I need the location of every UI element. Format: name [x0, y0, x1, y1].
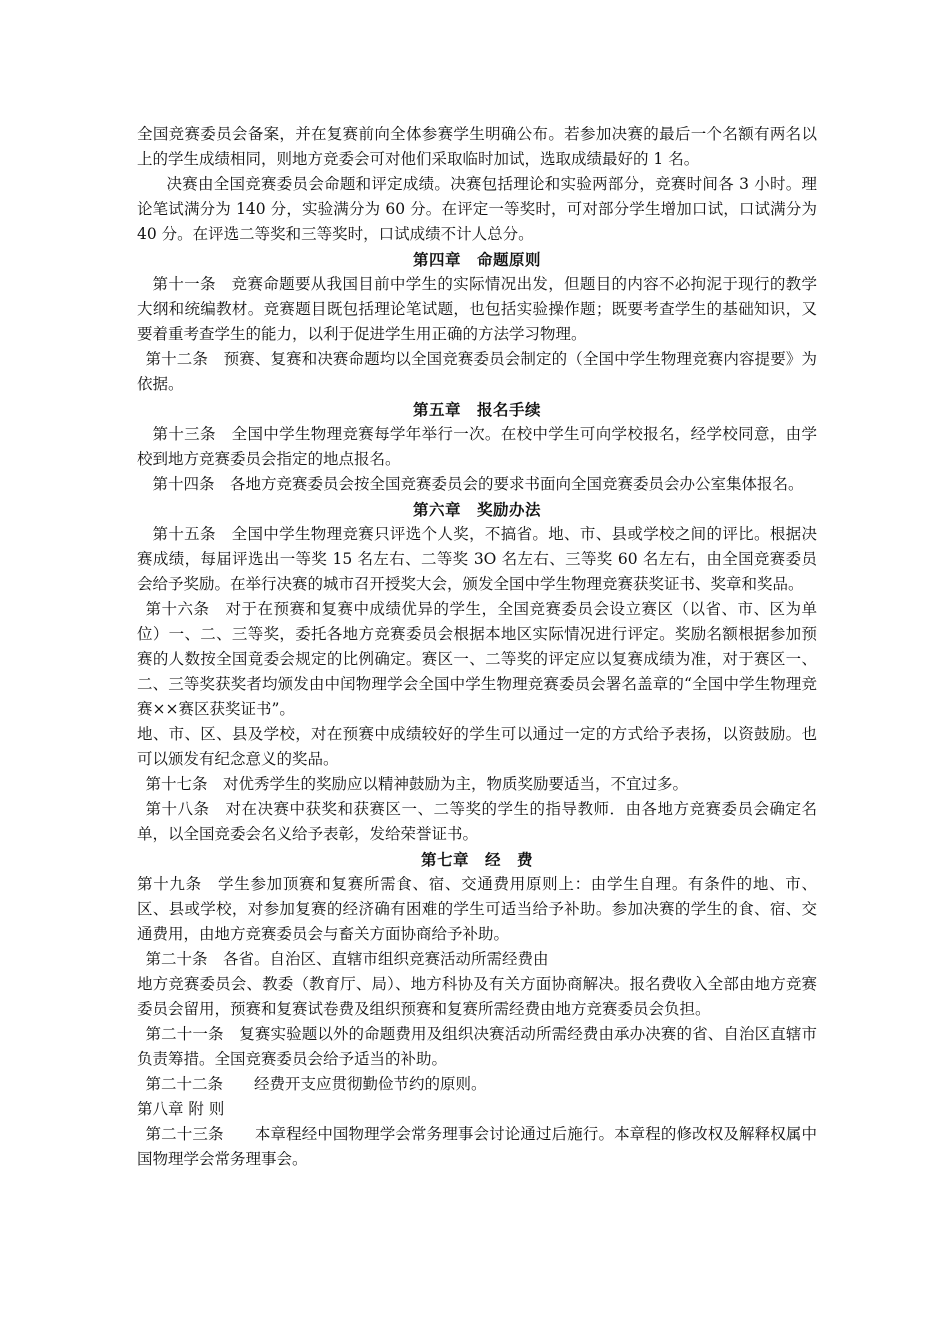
- chapter-heading-5: 第五章 报名手续: [412, 400, 541, 419]
- chapter-heading-4: 第四章 命题原则: [412, 250, 541, 269]
- paragraph-article-18: 第十八条 对在决赛中获奖和获赛区一、二等奖的学生的指导教师．由各地方竞赛委员会确定名单，以全国竞委会名义给予表彰，发给荣誉证书。: [137, 800, 817, 843]
- paragraph-article-13: 第十三条 全国中学生物理竞赛每学年举行一次。在校中学生可向学校报名，经学校同意，由学校到地方竞赛委员会指定的地点报名。: [137, 425, 817, 468]
- paragraph-article-11: 第十一条 竞赛命题要从我国目前中学生的实际情况出发，但题目的内容不必拘泥于现行的教学大纲和统编教材。竞赛题目既包括理论笔试题，也包括实验操作题；既要考查学生的基础知识，又要着重考查学生的能力，以利于促进学生用正确的方法学习物理。: [137, 275, 817, 343]
- chapter-heading-6: 第六章 奖励办法: [412, 500, 541, 519]
- paragraph-article-23: 第二十三条 本章程经中国物理学会常务理事会讨论通过后施行。本章程的修改权及解释权属中国物理学会常务理事会。: [137, 1125, 817, 1168]
- paragraph-article-20: 第二十条 各省。自治区、直辖市组织竞赛活动所需经费由: [145, 950, 549, 968]
- chapter-heading-7: 第七章 经 费: [420, 850, 533, 869]
- paragraph-article-22: 第二十二条 经费开支应贯彻勤俭节约的原则。: [145, 1075, 487, 1093]
- paragraph-article-14: 第十四条 各地方竞赛委员会按全国竞赛委员会的要求书面向全国竞赛委员会办公室集体报名。: [152, 475, 804, 493]
- document-body: [137, 122, 817, 1172]
- paragraph-article-17: 第十七条 对优秀学生的奖励应以精神鼓励为主，物质奖励要适当，不宜过多。: [145, 775, 689, 793]
- paragraph-article-20-cont: 地方竞赛委员会、教委（教育厅、局）、地方科协及有关方面协商解决。报名费收入全部由地方竞赛委员会留用，预赛和复赛试卷费及组织预赛和复赛所需经费由地方竞赛委员会负担。: [137, 975, 817, 1018]
- paragraph-local-awards: 地、市、区、县及学校，对在预赛中成绩较好的学生可以通过一定的方式给予表扬，以资鼓励。也可以颁发有纪念意义的奖品。: [137, 725, 817, 768]
- paragraph-article-16: 第十六条 对于在预赛和复赛中成绩优异的学生，全国竞赛委员会设立赛区（以省、市、区为单位）一、二、三等奖，委托各地方竞赛委员会根据本地区实际情况进行评定。奖励名额根据参加预赛的人数按全国竟委会规定的比例确定。赛区一、二等奖的评定应以复赛成绩为准，对于赛区一、二、三等奖获奖者均颁发由中闰物理学会全国中学生物理竞赛委员会署名盖章的“全国中学生物理竞赛××赛区获奖证书”。: [137, 600, 817, 718]
- paragraph-p2: 决赛由全国竞赛委员会命题和评定成绩。决赛包括理论和实验两部分，竞赛时间各 3 小时。理论笔试满分为 140 分，实验满分为 60 分。在评定一等奖时，可对部分学生增加口试，口试满分为 40 分。在评选二等奖和三等奖时，口试成绩不计人总分。: [137, 175, 817, 243]
- paragraph-p1: 全国竞赛委员会备案，并在复赛前向全体参赛学生明确公布。若参加决赛的最后一个名额有两名以上的学生成绩相同，则地方竞委会可对他们采取临时加试，选取成绩最好的 1 名。: [137, 125, 817, 168]
- paragraph-article-19: 第十九条 学生参加顶赛和复赛所需食、宿、交通费用原则上：由学生自理。有条件的地、市、区、县或学校，对参加复赛的经济确有困难的学生可适当给予补助。参加决赛的学生的食、宿、交通费用，由地方竞赛委员会与畜关方面协商给予补助。: [137, 875, 817, 943]
- paragraph-article-15: 第十五条 全国中学生物理竞赛只评选个人奖，不搞省。地、市、县或学校之间的评比。根据决赛成绩，每届评选出一等奖 15 名左右、二等奖 3O 名左右、三等奖 60 名左右，由全国竞赛委员会给予奖励。在举行决赛的城市召开授奖大会，颁发全国中学生物理竞赛获奖证书、奖章和奖品。: [137, 525, 817, 593]
- chapter-heading-8: 第八章 附 则: [137, 1100, 225, 1118]
- paragraph-article-12: 第十二条 预赛、复赛和决赛命题均以全国竞赛委员会制定的（全国中学生物理竞赛内容提要》为依据。: [137, 350, 817, 393]
- paragraph-article-21: 第二十一条 复赛实验题以外的命题费用及组织决赛活动所需经费由承办决赛的省、自治区直辖市负责筹措。全国竞赛委员会给予适当的补助。: [137, 1025, 817, 1068]
